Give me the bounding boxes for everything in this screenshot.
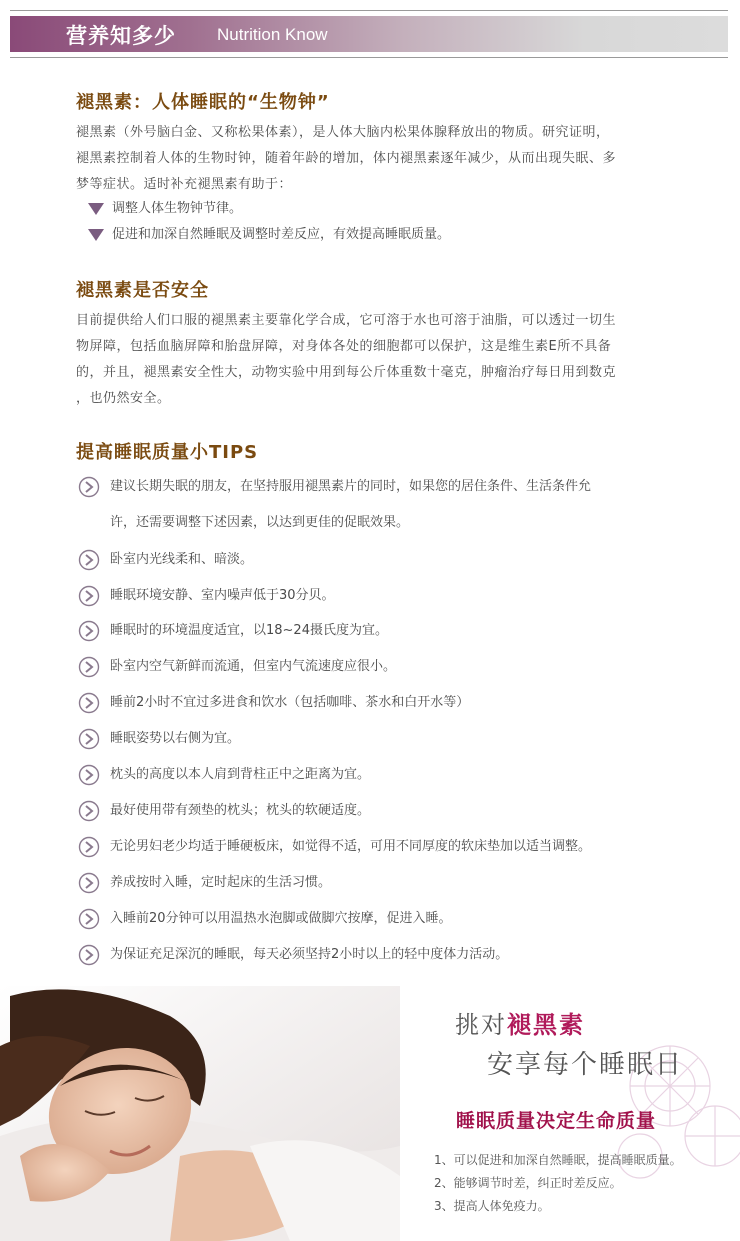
promo-headline-prefix: 挑对 [455,1011,507,1039]
tip-text: 入睡前20分钟可以用温热水泡脚或做脚穴按摩，促进入睡。 [110,911,452,926]
chevron-circle-icon [78,728,100,750]
promo-headline-highlight: 褪黑素 [507,1011,585,1039]
tip-text: 无论男妇老少均适于睡硬板床，如觉得不适，可用不同厚度的软床垫加以适当调整。 [110,839,592,854]
header-divider-top [10,10,728,11]
promo-subheadline: 安享每个睡眠日 [487,1050,684,1080]
section1-line: 褪黑素（外号脑白金、又称松果体素），是人体大脑内松果体腺释放出的物质。研究证明， [76,125,610,140]
triangle-bullet-icon [88,229,104,241]
section1-bullet-text: 促进和加深自然睡眠及调整时差反应，有效提高睡眠质量。 [112,227,451,242]
promo-tagline: 睡眠质量决定生命质量 [456,1110,657,1132]
section2-paragraph [76,308,676,412]
tip-text: 为保证充足深沉的睡眠，每天必须坚持2小时以上的轻中度体力活动。 [110,947,509,962]
section3-title: 提高睡眠质量小TIPS [76,442,259,463]
tip-text: 枕头的高度以本人肩到背柱正中之距离为宜。 [110,767,371,782]
chevron-circle-icon [78,836,100,858]
section2-line: 物屏障，包括血脑屏障和胎盘屏障，对身体各处的细胞都可以保护，这是维生素E所不具备 [76,339,612,354]
tip1-continuation: 许，还需要调整下述因素，以达到更佳的促眠效果。 [110,515,410,530]
tip-text: 睡眠环境安静、室内噪声低于30分贝。 [110,588,335,603]
chevron-circle-icon [78,585,100,607]
tip-text: 睡前2小时不宜过多进食和饮水（包括咖啡、茶水和白开水等） [110,695,470,710]
chevron-circle-icon [78,692,100,714]
chevron-circle-icon [78,908,100,930]
triangle-bullet-icon [88,203,104,215]
section1-line: 褪黑素控制着人体的生物时钟，随着年龄的增加，体内褪黑素逐年减少，从而出现失眠、多 [76,151,617,166]
promo-list-item: 3、提高人体免疫力。 [434,1199,550,1213]
section2-line: 目前提供给人们口服的褪黑素主要靠化学合成，它可溶于水也可溶于油脂，可以透过一切生 [76,313,617,328]
section1-line: 梦等症状。适时补充褪黑素有助于： [76,177,293,192]
section1-bullet [88,198,242,220]
chevron-circle-icon [78,800,100,822]
tip-text: 睡眠时的环境温度适宜，以18~24摄氏度为宜。 [110,623,388,638]
tip-text: 卧室内空气新鲜而流通，但室内气流速度应很小。 [110,659,397,674]
chevron-circle-icon [78,620,100,642]
promo-list-item: 1、可以促进和加深自然睡眠，提高睡眠质量。 [434,1153,682,1167]
chevron-circle-icon [78,764,100,786]
section2-title: 褪黑素是否安全 [76,280,209,301]
sleeping-woman-photo [0,986,400,1241]
promo-list-item: 2、能够调节时差，纠正时差反应。 [434,1176,622,1190]
section2-line: ，也仍然安全。 [76,391,171,406]
section1-title: 褪黑素：人体睡眠的“生物钟” [76,92,330,113]
chevron-circle-icon [78,944,100,966]
chevron-circle-icon [78,549,100,571]
tip-text: 卧室内光线柔和、暗淡。 [110,552,254,567]
section1-bullet-text: 调整人体生物钟节律。 [112,201,243,216]
chevron-circle-icon [78,872,100,894]
section-header [10,10,728,58]
sleeping-woman-illustration [0,986,400,1241]
section1-bullet [88,224,450,246]
tip-text: 睡眠姿势以右侧为宜。 [110,731,241,746]
header-bar [10,16,728,52]
tip-text: 最好使用带有颈垫的枕头；枕头的软硬适度。 [110,803,371,818]
header-divider-bottom [10,57,728,58]
header-title-cn: 营养知多少 [66,24,176,48]
header-title-en: Nutrition Know [217,25,328,44]
section2-line: 的，并且，褪黑素安全性大，动物实验中用到每公斤体重数十毫克，肿瘤治疗每日用到数克 [76,365,617,380]
promo-headline [455,1005,585,1040]
section1-paragraph [76,120,676,198]
chevron-circle-icon [78,656,100,678]
chevron-circle-icon [78,476,100,498]
tip-text: 养成按时入睡，定时起床的生活习惯。 [110,875,332,890]
tip-text: 建议长期失眠的朋友，在坚持服用褪黑素片的同时，如果您的居住条件、生活条件允 [110,479,592,494]
